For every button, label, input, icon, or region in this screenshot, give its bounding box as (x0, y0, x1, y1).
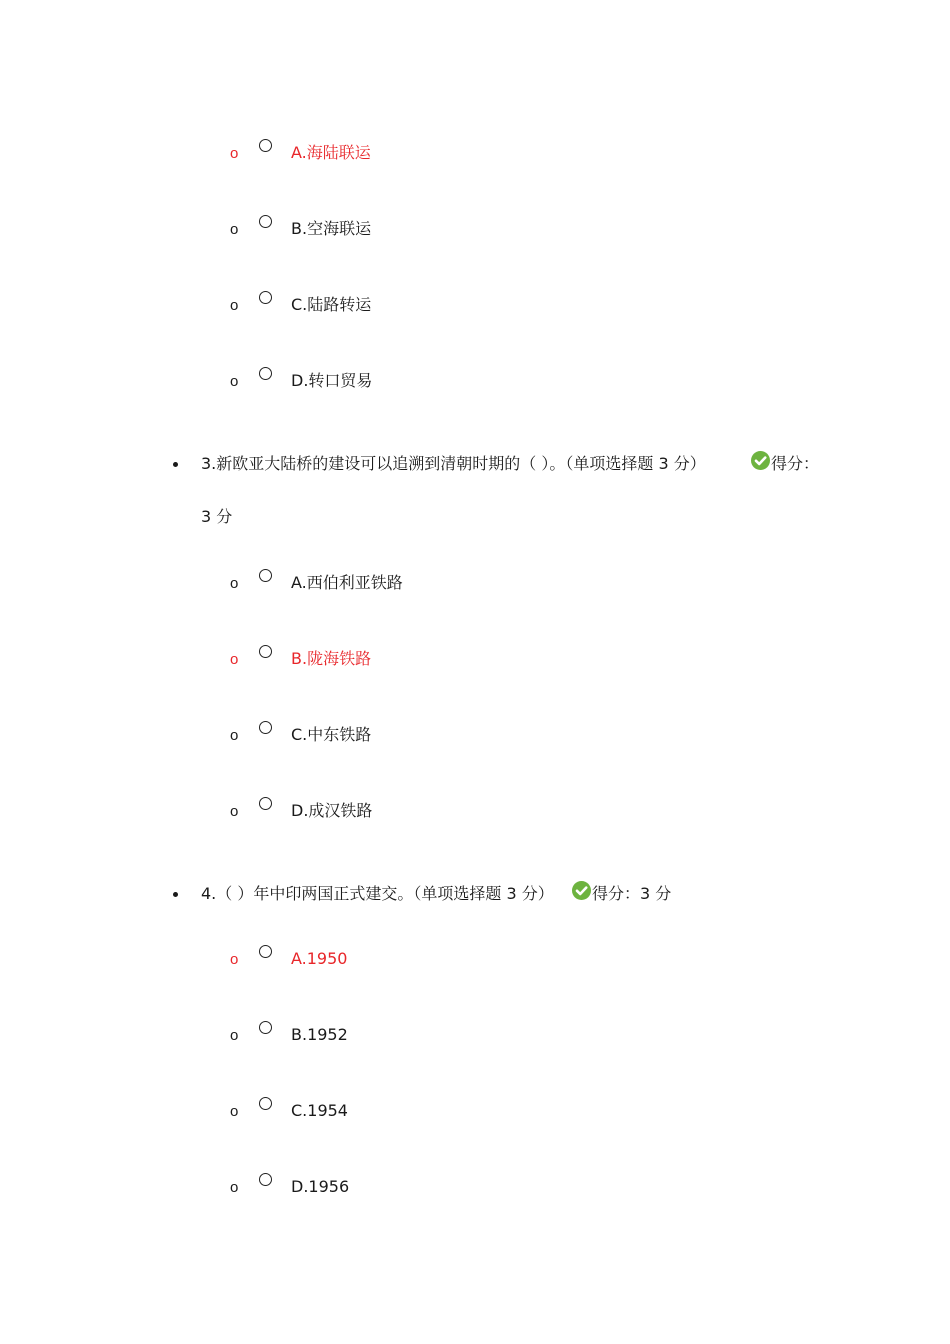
question-text: 4.（ ）年中印两国正式建交。（单项选择题 3 分） (201, 884, 554, 903)
list-bullet: o (230, 1027, 239, 1044)
list-bullet: o (230, 373, 239, 390)
check-icon (572, 881, 591, 900)
radio-option-a[interactable] (259, 139, 272, 152)
radio-option-d[interactable] (259, 1173, 272, 1186)
question-text: 3.新欧亚大陆桥的建设可以追溯到清朝时期的（ ）。（单项选择题 3 分） (201, 454, 706, 473)
question-bullet (173, 892, 178, 897)
radio-option-c[interactable] (259, 721, 272, 734)
list-bullet: o (230, 727, 239, 744)
question-bullet (173, 462, 178, 467)
radio-option-c[interactable] (259, 1097, 272, 1110)
score-value: 3 分 (201, 507, 233, 526)
list-bullet: o (230, 651, 239, 668)
score-label: 得分： (771, 454, 820, 473)
option-label: C.陆路转运 (291, 295, 372, 314)
list-bullet: o (230, 575, 239, 592)
option-label: A.1950 (291, 949, 348, 968)
list-bullet: o (230, 145, 239, 162)
option-label: B.空海联运 (291, 219, 372, 238)
check-icon (751, 451, 770, 470)
score-label: 得分：3 分 (592, 884, 672, 903)
option-label: C.1954 (291, 1101, 348, 1120)
radio-option-a[interactable] (259, 569, 272, 582)
radio-option-b[interactable] (259, 1021, 272, 1034)
option-label: B.1952 (291, 1025, 348, 1044)
option-label: A.海陆联运 (291, 143, 371, 162)
option-label: D.成汉铁路 (291, 801, 373, 820)
radio-option-a[interactable] (259, 945, 272, 958)
list-bullet: o (230, 1179, 239, 1196)
option-label: D.转口贸易 (291, 371, 373, 390)
list-bullet: o (230, 1103, 239, 1120)
option-label: A.西伯利亚铁路 (291, 573, 403, 592)
list-bullet: o (230, 803, 239, 820)
radio-option-c[interactable] (259, 291, 272, 304)
option-label: C.中东铁路 (291, 725, 372, 744)
list-bullet: o (230, 951, 239, 968)
radio-option-d[interactable] (259, 797, 272, 810)
option-label: D.1956 (291, 1177, 350, 1196)
option-label: B.陇海铁路 (291, 649, 372, 668)
list-bullet: o (230, 221, 239, 238)
radio-option-d[interactable] (259, 367, 272, 380)
list-bullet: o (230, 297, 239, 314)
radio-option-b[interactable] (259, 215, 272, 228)
radio-option-b[interactable] (259, 645, 272, 658)
